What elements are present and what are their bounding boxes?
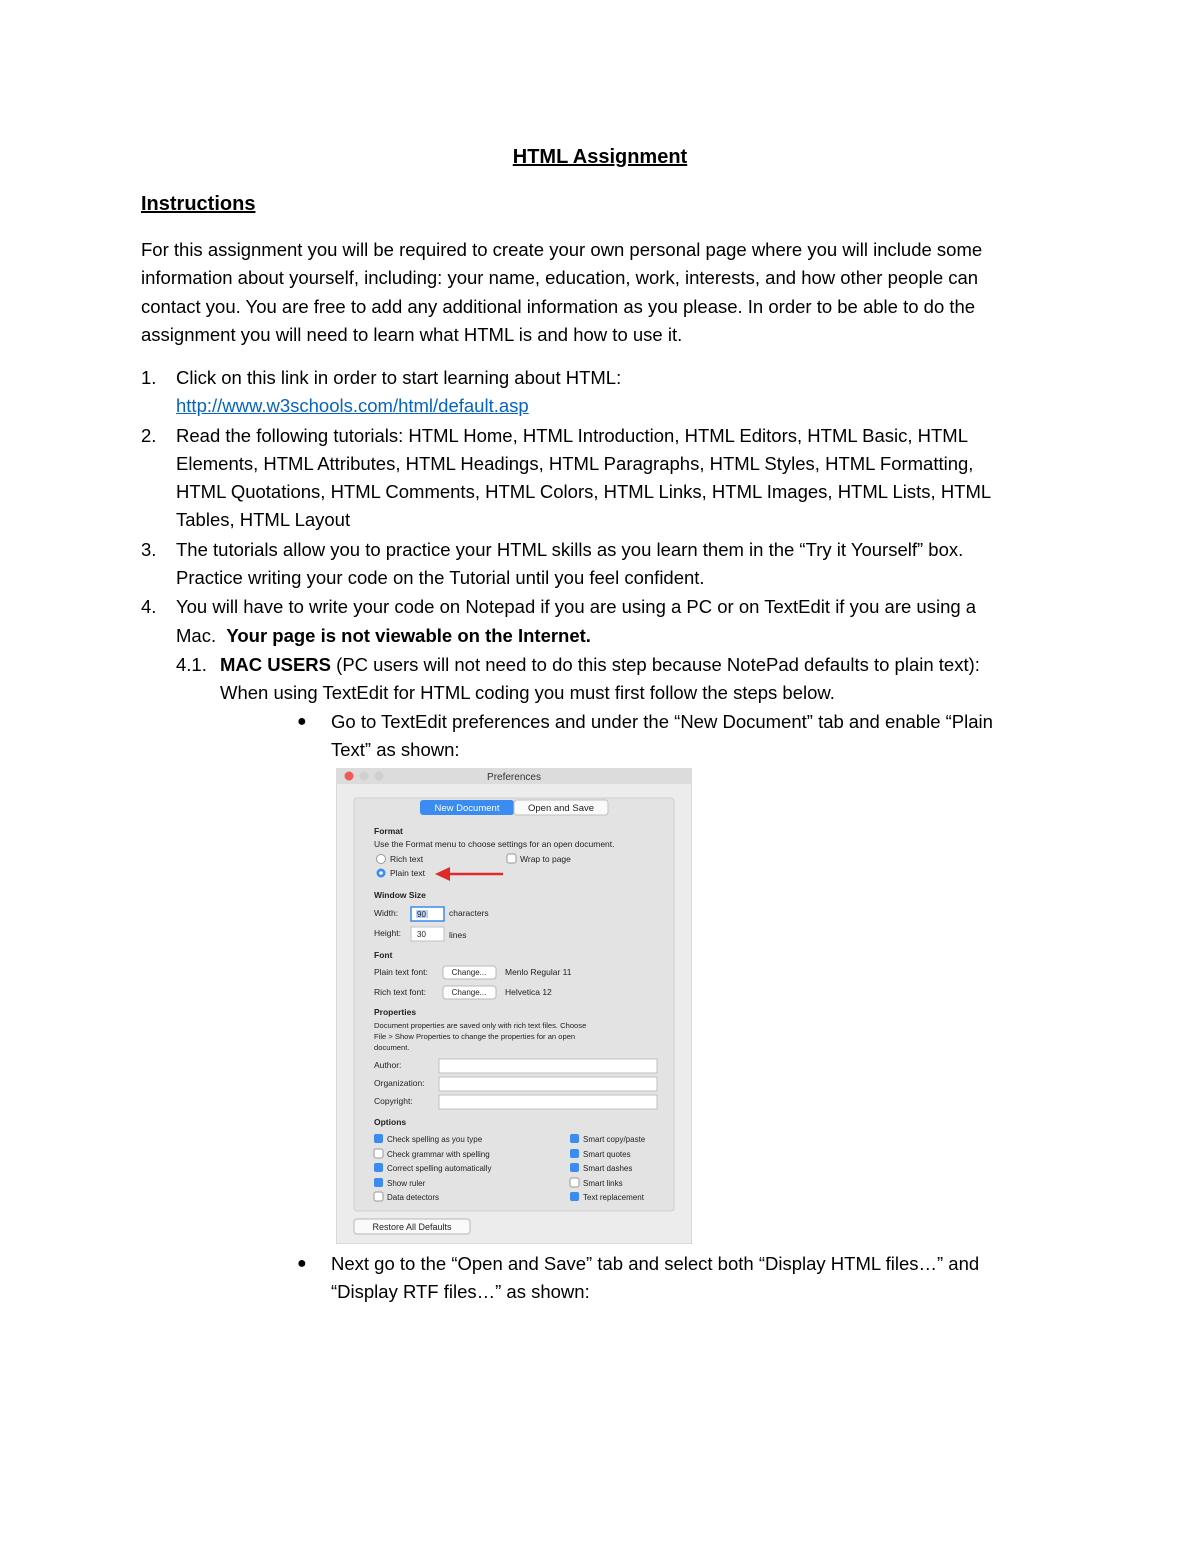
option-label: Data detectors [387,1193,440,1203]
zoom-icon[interactable] [375,772,384,781]
restore-defaults-label: Restore All Defaults [372,1222,452,1233]
step-text: You will have to write your code on Notepad if you are using a PC or on TextEdit if you are using a [176,596,977,618]
tab-new-document-label: New Document [434,803,500,815]
smart-dashes-checkbox[interactable] [570,1163,579,1172]
properties-description: Document properties are saved only with rich text files. Choose [374,1021,587,1031]
rich-font-label: Rich text font: [374,987,426,998]
copyright-label: Copyright: [374,1096,413,1107]
wrap-to-page-checkbox[interactable] [507,854,516,863]
step-text: The tutorials allow you to practice your HTML skills as you learn them in the “Try it Yourself” box. [176,538,964,560]
intro-line: assignment you will need to learn what HTML is and how to use it. [141,323,683,345]
bullet-text: “Display RTF files…” as shown: [331,1281,590,1303]
bullet-item [141,1250,1061,1307]
option-label: Correct spelling automatically [387,1164,492,1174]
step-emphasis: Your page is not viewable on the Internet. [226,624,591,646]
step-text: (PC users will not need to do this step because NotePad defaults to plain text): [331,653,980,675]
step-3 [141,536,1061,593]
option-label: Smart quotes [583,1150,631,1160]
step-number: 1. [141,367,157,388]
width-value: 90 [417,910,426,920]
step-text: Tables, HTML Layout [176,509,351,531]
minimize-icon[interactable] [360,772,369,781]
smart-links-checkbox[interactable] [570,1178,579,1187]
author-input[interactable] [439,1059,657,1073]
option-label: Text replacement [583,1193,644,1203]
page-title: HTML Assignment [512,146,688,168]
bullet-text: Text” as shown: [331,738,460,760]
properties-heading: Properties [374,1007,417,1018]
intro-line: For this assignment you will be required to create your own personal page where you will include some [141,239,983,260]
mac-users-label: MAC USERS [220,653,332,675]
text-replacement-checkbox[interactable] [570,1192,579,1201]
intro-line: contact you. You are free to add any additional information as you please. In order to be able to do the [141,295,976,317]
step-text: HTML Quotations, HTML Comments, HTML Colors, HTML Links, HTML Images, HTML Lists, HTML [176,481,992,503]
height-label: Height: [374,928,401,939]
options-heading: Options [374,1117,407,1128]
font-heading: Font [374,950,393,961]
width-unit: characters [449,908,489,919]
step-number: 4.1. [176,653,207,675]
change-button-label: Change... [451,988,487,998]
plain-font-value: Menlo Regular 11 [505,967,572,978]
option-label: Check spelling as you type [387,1135,483,1145]
window-size-heading: Window Size [374,890,426,901]
intro-line: information about yourself, including: your name, education, work, interests, and how other people can [141,267,979,289]
plain-font-label: Plain text font: [374,967,428,978]
intro-paragraph [141,236,1061,349]
height-unit: lines [449,930,467,941]
step-number: 4. [141,596,157,618]
rich-font-value: Helvetica 12 [505,987,552,998]
section-heading-instructions: Instructions [141,193,256,215]
plain-text-label: Plain text [390,868,425,879]
width-label: Width: [374,908,399,919]
height-value: 30 [417,930,426,940]
organization-input[interactable] [439,1077,657,1091]
close-icon[interactable] [345,772,354,781]
copyright-input[interactable] [439,1095,657,1109]
step-text: Mac. [176,624,227,646]
data-detectors-checkbox[interactable] [374,1192,383,1201]
bullet-icon: ● [297,712,307,730]
rich-text-radio[interactable] [377,855,386,864]
step-text: Read the following tutorials: HTML Home, HTML Introduction, HTML Editors, HTML Basic, HTML [176,424,968,446]
correct-spelling-checkbox[interactable] [374,1163,383,1172]
bullet-icon: ● [297,1255,307,1273]
bullet-item [141,708,1061,765]
step-2 [141,422,1061,535]
option-label: Check grammar with spelling [387,1150,490,1160]
properties-description: File > Show Properties to change the properties for an open [374,1032,576,1042]
show-ruler-checkbox[interactable] [374,1178,383,1187]
steps-list [141,364,1061,1307]
check-grammar-checkbox[interactable] [374,1149,383,1158]
step-text: Practice writing your code on the Tutorial until you feel confident. [176,567,705,589]
preferences-screenshot [336,768,692,1244]
smart-quotes-checkbox[interactable] [570,1149,579,1158]
w3schools-link[interactable]: http://www.w3schools.com/html/default.asp [176,395,529,417]
option-label: Smart links [583,1179,623,1189]
option-label: Smart dashes [583,1164,633,1174]
author-label: Author: [374,1060,402,1071]
wrap-to-page-label: Wrap to page [520,854,571,865]
format-heading: Format [374,826,403,837]
step-text: When using TextEdit for HTML coding you must first follow the steps below. [220,682,835,704]
bullet-text: Next go to the “Open and Save” tab and select both “Display HTML files…” and [331,1253,980,1275]
smart-copy-checkbox[interactable] [570,1134,579,1143]
radio-dot-icon [379,871,383,875]
step-text: Click on this link in order to start learning about HTML: [176,367,622,388]
step-number: 2. [141,424,157,446]
bullet-text: Go to TextEdit preferences and under the “New Document” tab and enable “Plain [331,710,993,732]
option-label: Show ruler [387,1179,426,1189]
organization-label: Organization: [374,1078,425,1089]
height-input[interactable] [411,927,444,941]
step-number: 3. [141,538,157,560]
properties-description: document. [374,1043,410,1053]
step-text: Elements, HTML Attributes, HTML Headings, HTML Paragraphs, HTML Styles, HTML Formatting, [176,452,974,474]
step-1 [141,364,1061,421]
check-spelling-checkbox[interactable] [374,1134,383,1143]
option-label: Smart copy/paste [583,1135,646,1145]
change-button-label: Change... [451,968,487,978]
step-4-1 [141,651,1061,708]
step-4 [141,593,1061,650]
tab-open-and-save-label: Open and Save [527,803,595,815]
window-title: Preferences [487,772,541,784]
format-description: Use the Format menu to choose settings for an open document. [374,839,615,850]
rich-text-label: Rich text [390,854,424,865]
